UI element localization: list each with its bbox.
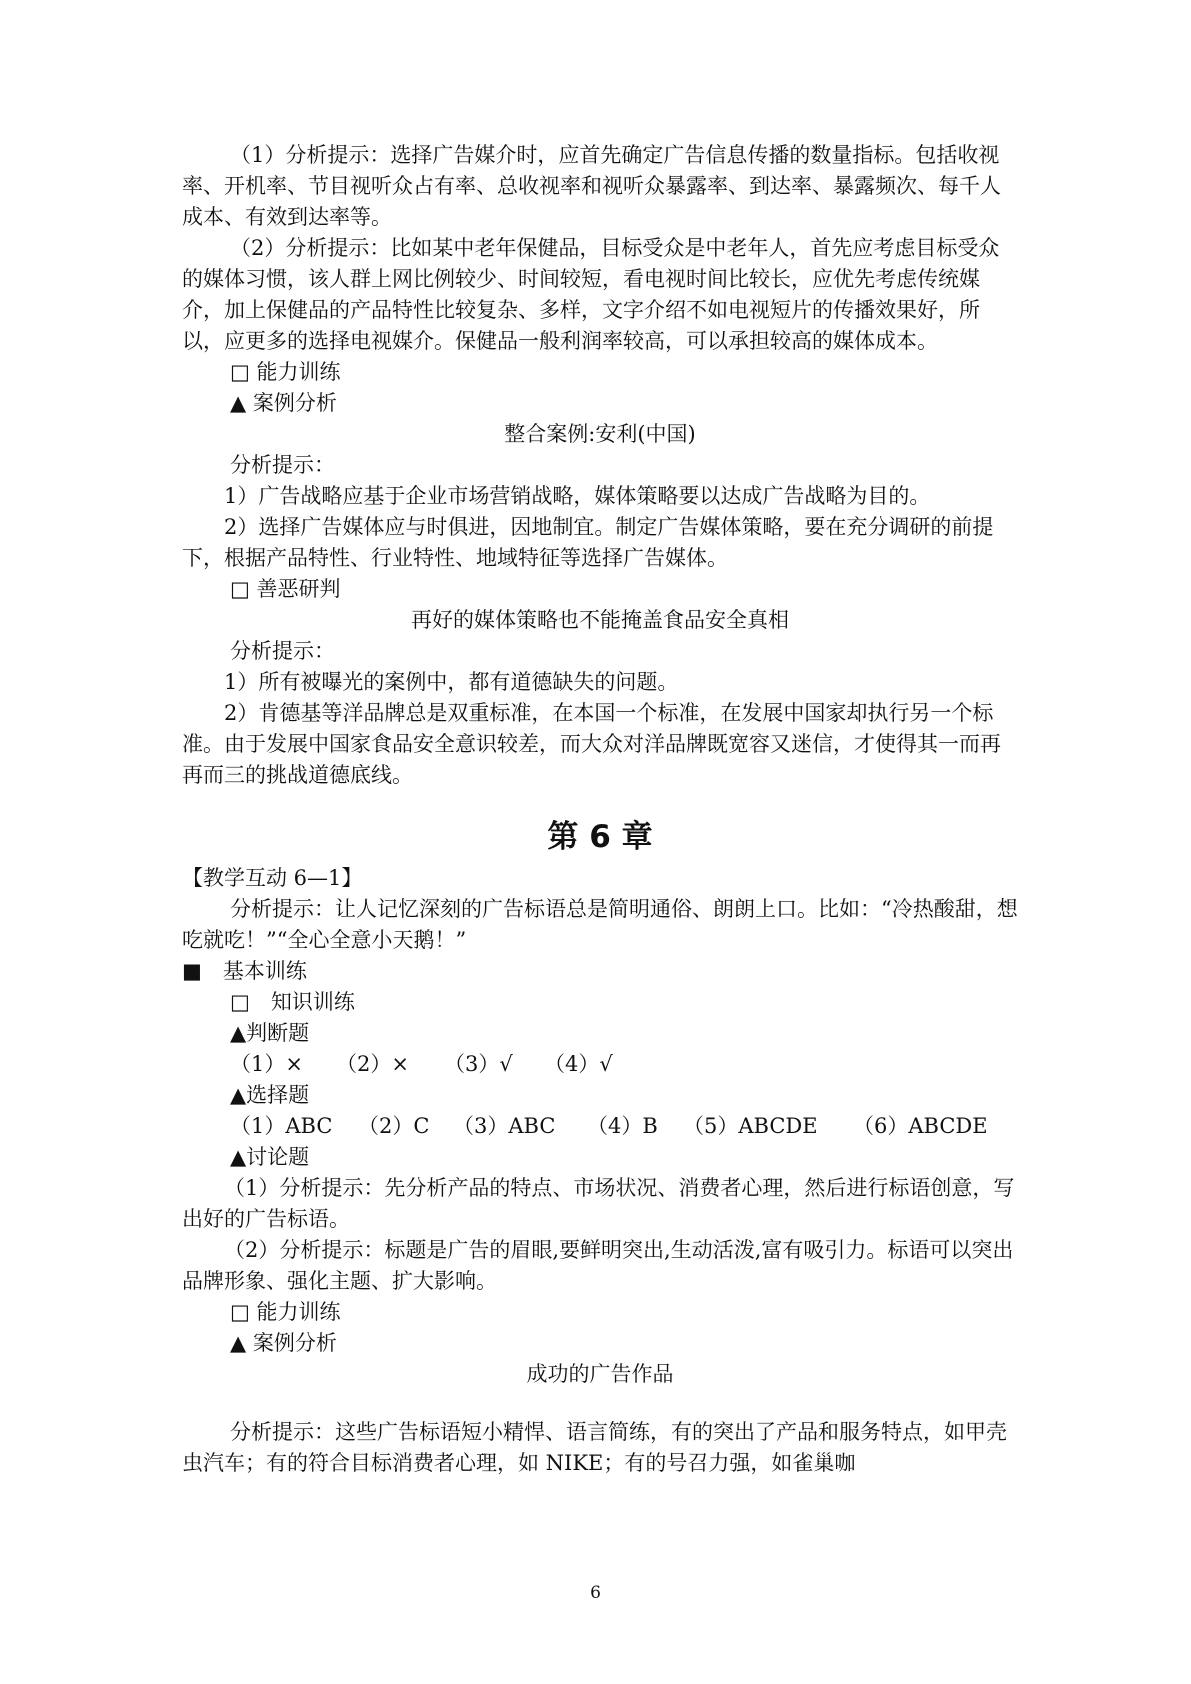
answer-judge-4: （4）√ [544,1052,613,1076]
answer-judge-2: （2）× [336,1052,409,1076]
teaching-interaction-hint: 分析提示：让人记忆深刻的广告标语总是简明通俗、朗朗上口。比如：“冷热酸甜，想吃就吃！”“全心全意小天鹅！” [182,897,1018,952]
final-analysis-paragraph: 分析提示：这些广告标语短小精悍、语言简练，有的突出了产品和服务特点，如甲壳虫汽车；有的符合目标消费者心理，如 NIKE；有的号召力强，如雀巢咖 [182,1420,1007,1475]
document-body [182,140,1018,1479]
true-false-answers [182,1049,1018,1080]
ethics-item-2: 2）肯德基等洋品牌总是双重标准，在本国一个标准，在发展中国家却执行另一个标准。由于发展中国家食品安全意识较差，而大众对洋品牌既宽容又迷信，才使得其一而再再而三的挑战道德底线。 [182,701,1001,787]
case-title-amway: 整合案例:安利(中国) [504,422,696,446]
case-title-ads: 成功的广告作品 [526,1362,674,1386]
hint-label-2: 分析提示： [230,639,335,663]
hint-label: 分析提示： [230,453,335,477]
answer-choice-5: （5）ABCDE [683,1114,818,1138]
heading-knowledge-training: □ 知识训练 [230,990,355,1014]
answer-judge-3: （3）√ [444,1052,513,1076]
answer-choice-1: （1）ABC [230,1114,333,1138]
answer-judge-1: （1）× [230,1052,303,1076]
answer-choice-4: （4）B [587,1114,658,1138]
answer-choice-2: （2）C [358,1114,430,1138]
page-number: 6 [590,1583,601,1603]
heading-true-false: ▲判断题 [230,1021,310,1045]
heading-case-analysis: ▲ 案例分析 [230,391,337,415]
multiple-choice-answers [182,1111,1018,1142]
heading-ability-training-2: □ 能力训练 [230,1300,341,1324]
chapter-title: 第 6 章 [547,819,653,855]
discussion-item-2: （2）分析提示：标题是广告的眉眼,要鲜明突出,生动活泼,富有吸引力。标语可以突出品牌形象、强化主题、扩大影响。 [182,1238,1014,1293]
heading-case-analysis-2: ▲ 案例分析 [230,1331,337,1355]
paragraph-media-metrics: （1）分析提示：选择广告媒介时，应首先确定广告信息传播的数量指标。包括收视率、开机率、节目视听众占有率、总收视率和视听众暴露率、到达率、暴露频次、每千人成本、有效到达率等。 [182,143,1001,229]
heading-ability-training: □ 能力训练 [230,360,341,384]
ethics-title: 再好的媒体策略也不能掩盖食品安全真相 [411,608,789,632]
heading-discussion: ▲讨论题 [230,1145,310,1169]
answer-choice-3: （3）ABC [453,1114,556,1138]
paragraph-health-product: （2）分析提示：比如某中老年保健品，目标受众是中老年人，首先应考虑目标受众的媒体习惯，该人群上网比例较少、时间较短，看电视时间比较长，应优先考虑传统媒介，加上保健品的产品特性比较复杂、多样，文字介绍不如电视短片的传播效果好，所以，应更多的选择电视媒介。保健品一般利润率较高，可以承担较高的媒体成本。 [182,236,1000,353]
hint-item-1: 1）广告战略应基于企业市场营销战略，媒体策略要以达成广告战略为目的。 [224,484,931,508]
hint-item-2: 2）选择广告媒体应与时俱进，因地制宜。制定广告媒体策略，要在充分调研的前提下，根据产品特性、行业特性、地域特征等选择广告媒体。 [182,515,994,570]
ethics-item-1: 1）所有被曝光的案例中，都有道德缺失的问题。 [224,670,679,694]
heading-ethics: □ 善恶研判 [230,577,341,601]
teaching-interaction-heading: 【教学互动 6—1】 [182,866,363,890]
answer-choice-6: （6）ABCDE [853,1114,988,1138]
heading-basic-training: ■ 基本训练 [182,959,307,983]
discussion-item-1: （1）分析提示：先分析产品的特点、市场状况、消费者心理，然后进行标语创意，写出好的广告标语。 [182,1176,1015,1231]
heading-multiple-choice: ▲选择题 [230,1083,310,1107]
